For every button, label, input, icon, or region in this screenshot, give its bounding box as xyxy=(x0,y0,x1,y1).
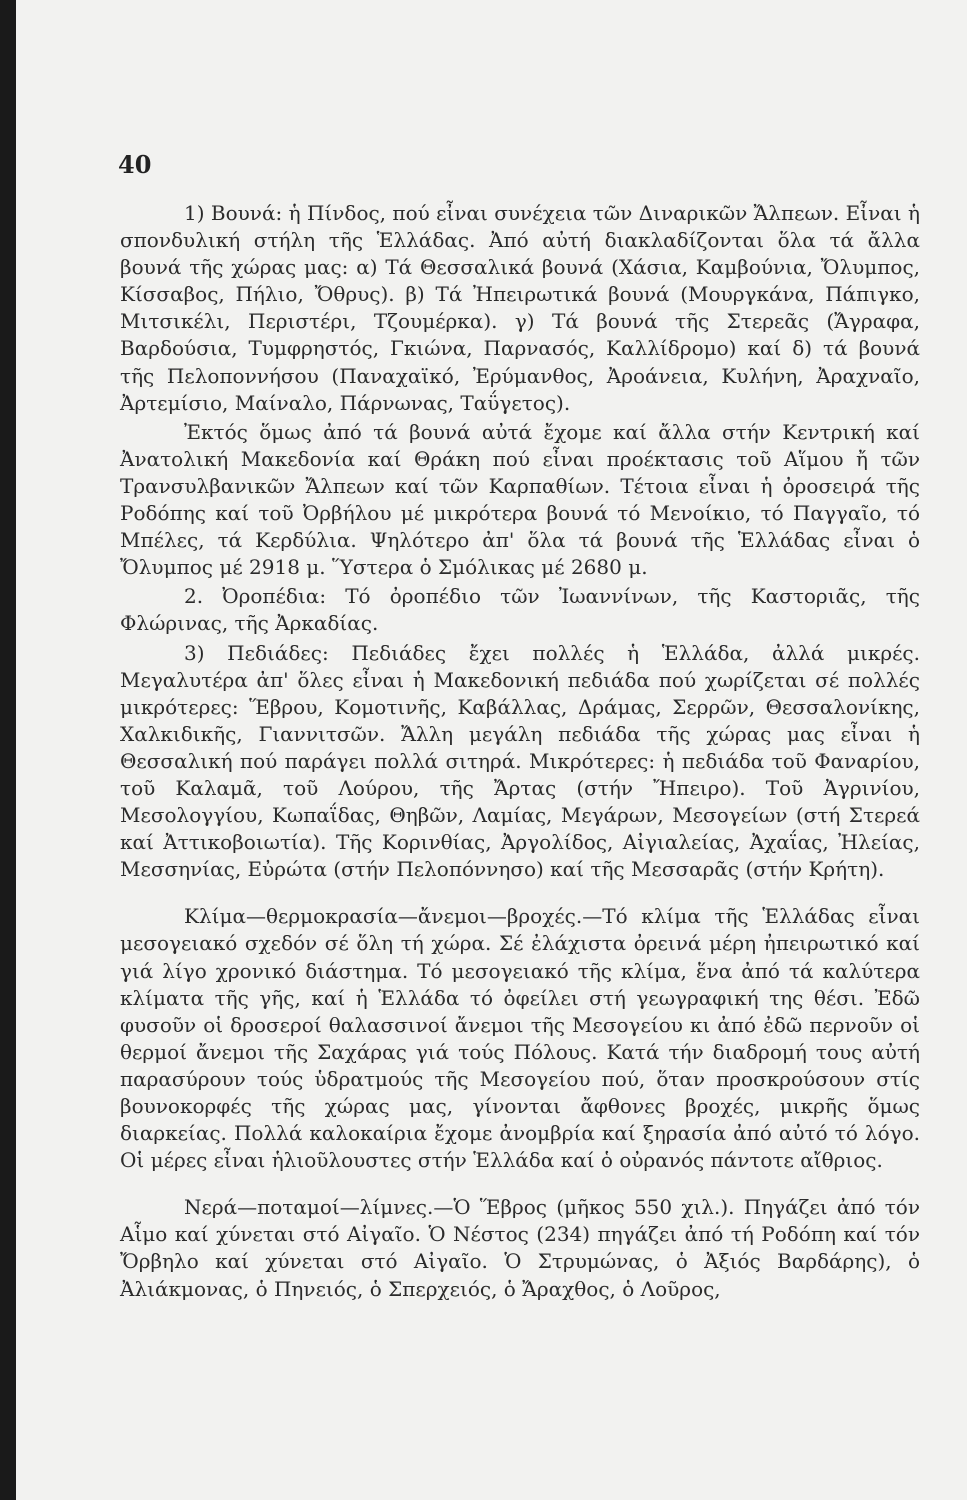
book-page xyxy=(16,0,967,1500)
paragraph-rivers: Νερά—ποταμοί—λίμνες.—Ὁ Ἕβρος (μῆκος 550 χιλ.). Πηγάζει ἀπό τόν Αἷμο καί χύνεται στό Αἰγαῖο. Ὁ Νέστος (234) πηγάζει ἀπό τή Ροδόπη καί τόν Ὄρβηλο καί χύνεται στό Αἰγαῖο. Ὁ Στρυμώνας, ὁ Ἀξιός Βαρδάρης), ὁ Ἀλιάκμονας, ὁ Πηνειός, ὁ Σπερχειός, ὁ Ἄραχθος, ὁ Λοῦρος, xyxy=(120,1195,920,1301)
paragraph-climate: Κλίμα—θερμοκρασία—ἄνεμοι—βροχές.—Τό κλίμα τῆς Ἑλλάδας εἶναι μεσογειακό σχεδόν σέ ὅλη τή χώρα. Σέ ἐλάχιστα ὀρεινά μέρη ἠπειρωτικό καί γιά λίγο χρονικό διάστημα. Τό μεσογειακό τῆς κλίμα, ἕνα ἀπό τά καλύτερα κλίματα τῆς γῆς, καί ἡ Ἑλλάδα τό ὀφείλει στή γεωγραφική της θέσι. Ἐδῶ φυσοῦν οἱ δροσεροί θαλασσινοί ἄνεμοι τῆς Μεσογείου κι ἀπό ἐδῶ περνοῦν οἱ θερμοί ἄνεμοι τῆς Σαχάρας γιά τούς Πόλους. Κατά τήν διαδρομή τους αὐτή παρασύρουν τούς ὑδρατμούς τῆς Μεσογείου πού, ὅταν προσκρούσουν στίς βουνοκορφές τῆς χώρας μας, γίνονται ἄφθονες βροχές, μικρῆς ὅμως διαρκείας. Πολλά καλοκαίρια ἔχομε ἀνομβρία καί ξηρασία ἀπό αὐτό τό λόγο. Οἱ μέρες εἶναι ἡλιοῦλουστες στήν Ἑλλάδα καί ὁ οὐρανός πάντοτε αἴθριος. xyxy=(120,904,920,1173)
paragraph-other-mountains: Ἐκτός ὅμως ἀπό τά βουνά αὐτά ἔχομε καί ἄλλα στήν Κεντρική καί Ἀνατολική Μακεδονία καί Θράκη πού εἶναι προέκτασις τοῦ Αἵμου ἤ τῶν Τρανσυλβανικῶν Ἄλπεων καί τῶν Καρπαθίων. Τέτοια εἶναι ἡ ὀροσειρά τῆς Ροδόπης καί τοῦ Ὀρβήλου μέ μικρότερα βουνά τό Μενοίκιο, τό Παγγαῖο, τό Μπέλες, τά Κερδύλια. Ψηλότερο ἀπ' ὅλα τά βουνά τῆς Ἑλλάδας εἶναι ὁ Ὄλυμπος μέ 2918 μ. Ὕστερα ὁ Σμόλικας μέ 2680 μ. xyxy=(120,419,920,580)
page-number: 40 xyxy=(118,150,152,179)
paragraph-mountains: 1) Βουνά: ἡ Πίνδος, πού εἶναι συνέχεια τῶν Διναρικῶν Ἄλπεων. Εἶναι ἡ σπονδυλική στήλη τῆς Ἑλλάδας. Ἀπό αὐτή διακλαδίζονται ὅλα τά ἄλλα βουνά τῆς χώρας μας: α) Τά Θεσσαλικά βουνά (Χάσια, Καμβούνια, Ὄλυμπος, Κίσσαβος, Πήλιο, Ὄθρυς). β) Τά Ἠπειρωτικά βουνά (Μουργκάνα, Πάπιγκο, Μιτσικέλι, Περιστέρι, Τζουμέρκα). γ) Τά βουνά τῆς Στερεᾶς (Ἄγραφα, Βαρδούσια, Τυμφρηστός, Γκιώνα, Παρνασός, Καλλίδρομο) καί δ) τά βουνά τῆς Πελοποννήσου (Παναχαϊκό, Ἐρύμανθος, Ἀροάνεια, Κυλήνη, Ἀραχναῖο, Ἀρτεμίσιο, Μαίναλο, Πάρνωνας, Ταΰγετος). xyxy=(120,201,920,415)
paragraph-plains: 3) Πεδιάδες: Πεδιάδες ἔχει πολλές ἡ Ἑλλάδα, ἀλλά μικρές. Μεγαλυτέρα ἀπ' ὅλες εἶναι ἡ Μακεδονική πεδιάδα πού χωρίζεται σέ πολλές μικρότερες: Ἕβρου, Κομοτινῆς, Καβάλλας, Δράμας, Σερρῶν, Θεσσαλονίκης, Χαλκιδικῆς, Γιαννιτσῶν. Ἄλλη μεγάλη πεδιάδα τῆς χώρας μας εἶναι ἡ Θεσσαλική πού παράγει πολλά σιτηρά. Μικρότερες: ἡ πεδιάδα τοῦ Φαναρίου, τοῦ Καλαμᾶ, τοῦ Λούρου, τῆς Ἄρτας (στήν Ἤπειρο). Τοῦ Ἀγρινίου, Μεσολογγίου, Κωπαΐδας, Θηβῶν, Λαμίας, Μεγάρων, Μεσογείων (στή Στερεά καί Ἀττικοβοιωτία). Τῆς Κορινθίας, Ἀργολίδος, Αἰγιαλείας, Ἀχαΐας, Ἠλείας, Μεσσηνίας, Εὐρώτα (στήν Πελοπόννησο) καί τῆς Μεσσαρᾶς (στήν Κρήτη). xyxy=(120,640,920,882)
page-body xyxy=(120,200,920,1305)
paragraph-plateaus: 2. Ὀροπέδια: Τό ὀροπέδιο τῶν Ἰωαννίνων, τῆς Καστοριᾶς, τῆς Φλώρινας, τῆς Ἀρκαδίας. xyxy=(120,584,920,636)
